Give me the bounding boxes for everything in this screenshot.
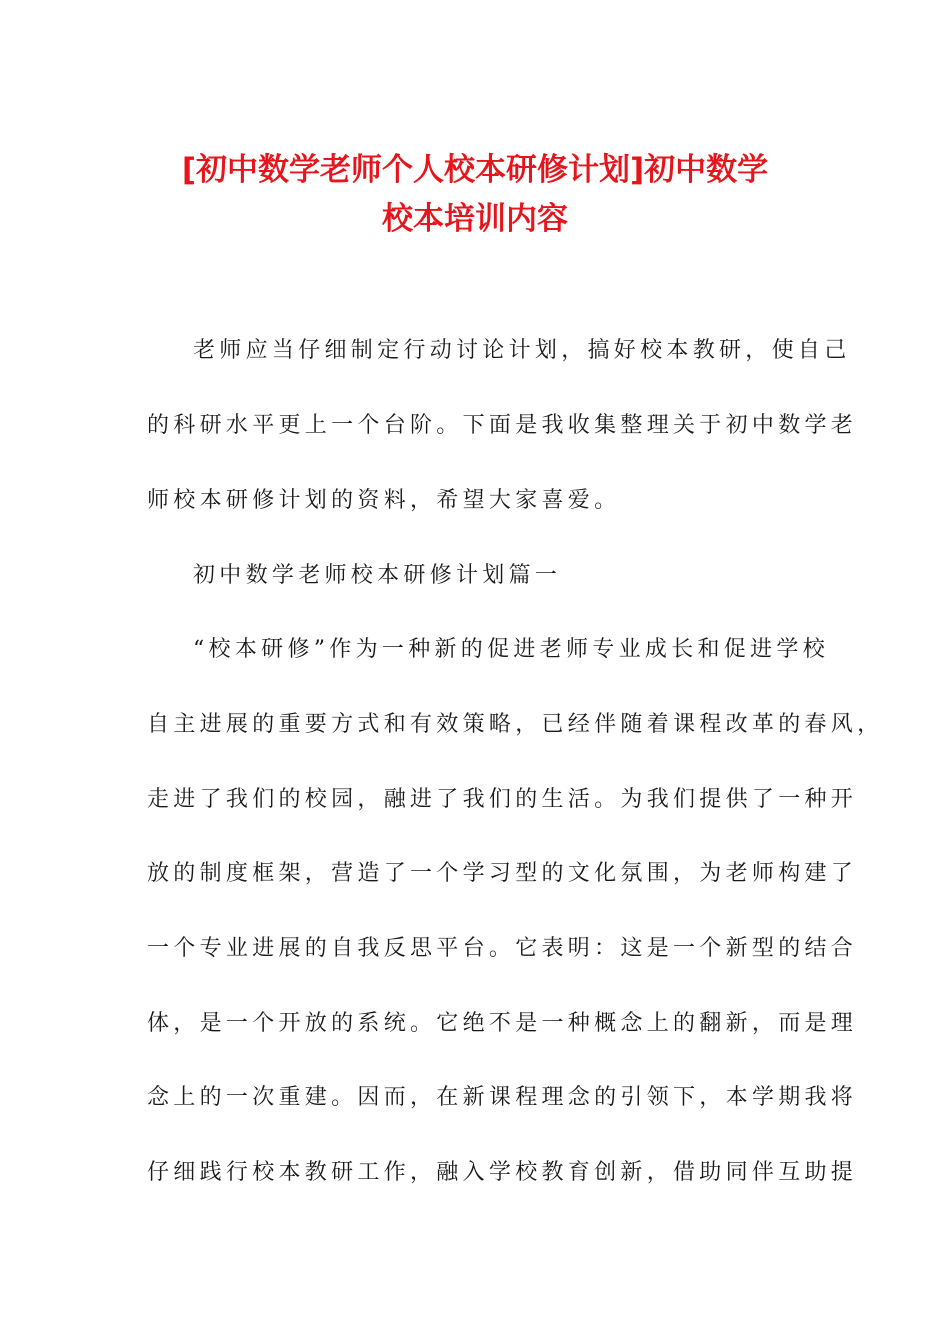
body-line-3: 走进了我们的校园，融进了我们的生活。为我们提供了一种开: [147, 787, 858, 812]
body-line-6: 体，是一个开放的系统。它绝不是一种概念上的翻新，而是理: [147, 1011, 858, 1036]
body-line-1: “校本研修”作为一种新的促进老师专业成长和促进学校: [193, 637, 829, 662]
intro-line-2: 的科研水平更上一个台阶。下面是我收集整理关于初中数学老: [147, 413, 858, 438]
intro-line-1: 老师应当仔细制定行动讨论计划，搞好校本教研，使自己: [193, 338, 851, 363]
body-line-2: 自主进展的重要方式和有效策略，已经伴随着课程改革的春风，: [147, 712, 884, 737]
intro-line-3: 师校本研修计划的资料，希望大家喜爱。: [147, 488, 621, 513]
section-heading: 初中数学老师校本研修计划篇一: [193, 563, 562, 588]
body-line-7: 念上的一次重建。因而，在新课程理念的引领下，本学期我将: [147, 1085, 858, 1110]
document-title-line-2: 校本培训内容: [382, 201, 568, 237]
document-title-line-1: [初中数学老师个人校本研修计划]初中数学: [181, 152, 769, 188]
body-line-8: 仔细践行校本教研工作，融入学校教育创新，借助同伴互助提: [147, 1160, 858, 1185]
body-line-5: 一个专业进展的自我反思平台。它表明：这是一个新型的结合: [147, 936, 858, 961]
body-line-4: 放的制度框架，营造了一个学习型的文化氛围，为老师构建了: [147, 861, 858, 886]
